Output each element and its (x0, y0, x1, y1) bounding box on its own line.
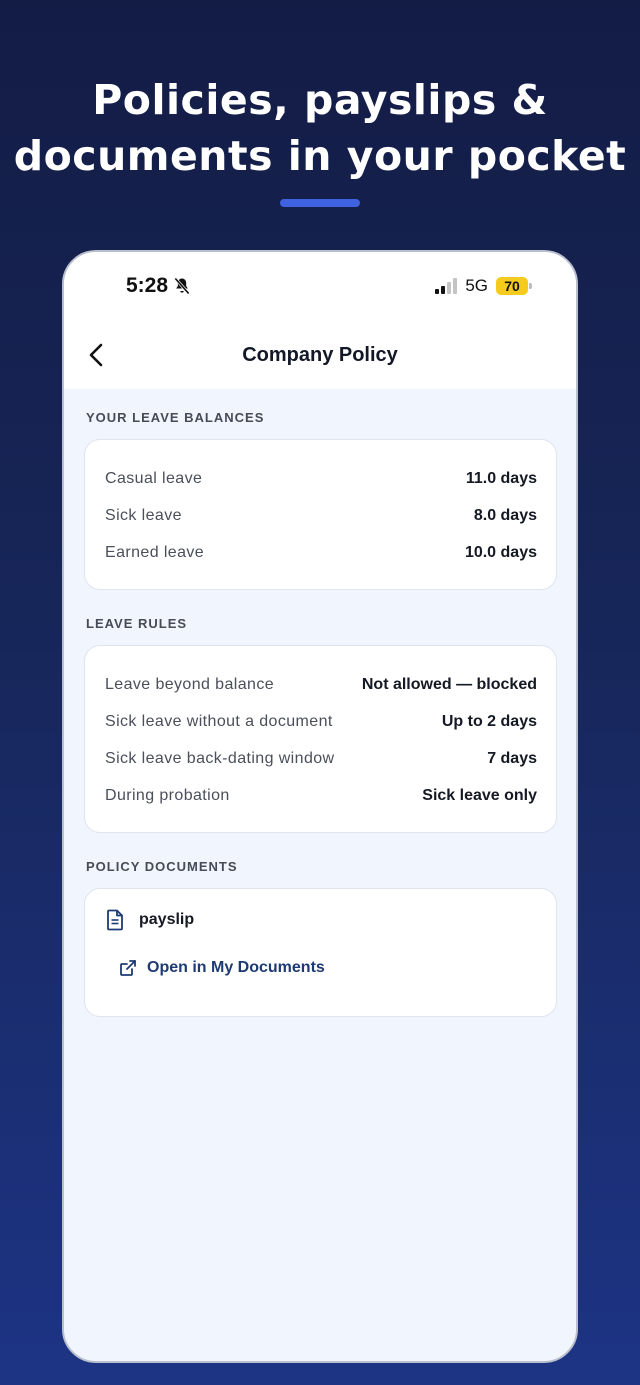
list-item (105, 787, 537, 805)
document-name: payslip (139, 911, 195, 928)
accent-divider (280, 199, 360, 207)
open-in-my-documents-link[interactable] (119, 959, 325, 977)
balance-label: Sick leave (105, 507, 182, 524)
status-time-text: 5:28 (126, 274, 169, 297)
balance-value: 8.0 days (473, 507, 537, 524)
rule-value: Up to 2 days (441, 713, 537, 730)
leave-balances-heading: YOUR LEAVE BALANCES (86, 410, 265, 425)
rule-value: Not allowed — blocked (361, 676, 537, 693)
external-link-icon (119, 959, 137, 977)
battery-icon (496, 277, 532, 295)
rule-value: 7 days (487, 750, 537, 767)
hero-headline-line2: documents in your pocket (13, 132, 627, 180)
hero-headline-line1: Policies, payslips & (92, 76, 548, 124)
leave-rules-card (84, 645, 557, 833)
network-type: 5G (465, 276, 488, 295)
balance-value: 10.0 days (464, 544, 537, 561)
list-item (105, 507, 537, 525)
policy-documents-card (84, 888, 557, 1017)
battery-level: 70 (496, 277, 528, 295)
app-header (64, 252, 576, 389)
rule-label: During probation (105, 787, 230, 804)
rule-label: Sick leave without a document (105, 713, 333, 730)
phone-frame (62, 250, 578, 1363)
list-item (105, 470, 537, 488)
cell-signal-icon (435, 278, 457, 294)
balance-value: 11.0 days (465, 470, 537, 487)
bell-muted-icon (172, 276, 192, 296)
status-time (126, 274, 192, 298)
balance-label: Earned leave (105, 544, 205, 561)
document-icon (105, 909, 125, 931)
hero-headline (0, 72, 640, 184)
list-item (105, 750, 537, 768)
rule-value: Sick leave only (422, 787, 537, 804)
leave-rules-heading: LEAVE RULES (86, 616, 188, 631)
balance-label: Casual leave (105, 470, 203, 487)
leave-balances-card (84, 439, 557, 590)
rule-label: Leave beyond balance (105, 676, 275, 693)
open-link-label: Open in My Documents (147, 959, 325, 976)
list-item (105, 676, 537, 694)
list-item (105, 713, 537, 731)
rule-label: Sick leave back-dating window (105, 750, 335, 767)
policy-documents-heading: POLICY DOCUMENTS (86, 859, 238, 874)
list-item (105, 544, 537, 562)
page-title: Company Policy (242, 344, 398, 366)
document-item (105, 909, 194, 931)
status-indicators (435, 276, 532, 296)
